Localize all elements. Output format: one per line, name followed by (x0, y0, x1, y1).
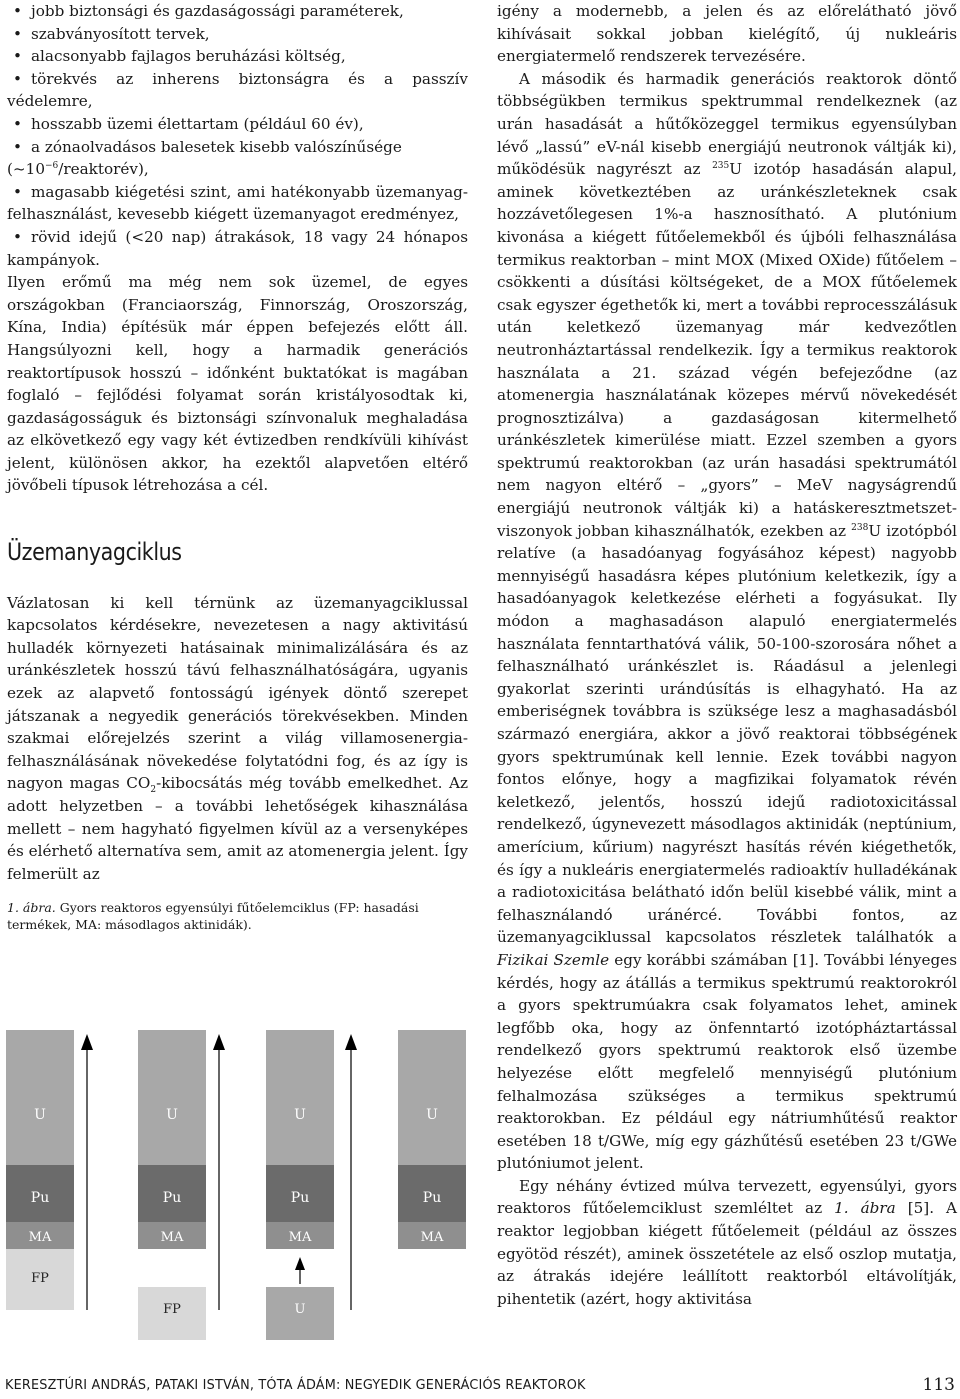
arrow-head-2 (213, 1034, 225, 1050)
footer-authors-title: KERESZTÚRI ANDRÁS, PATAKI ISTVÁN, TÓTA ÁDÁM: NEGYEDIK GENERÁCIÓS REAKTOROK (5, 1377, 586, 1393)
right-column (497, 0, 957, 1310)
fuel-column-3 (266, 1030, 334, 1340)
pu-label: Pu (162, 1190, 182, 1206)
paragraph: Vázlatosan ki kell térnünk az üzemanyagciklussal kapcsolatos kérdésekre, nevezetesen a nagy aktivitású hulladék környezeti hatásainak minimalizálására és az uránkészletek hosszú távú felhasználhatóságára, ugyanis ezek az alapvető fontosságú igények döntő szerepet játszanak a negyedik generációs törekvésekben. Minden szakmai előrejelzés szerint a világ villamosenergia-felhasználásának növekedése folytatódni fog, és az így is nagyon magas $CO_2$-kibocsátás még tovább emelkedhet. Az adott helyzetben – a további lehetőségek kihasználása mellett – nem hagyható figyelmen kívül az a versenyképes és elérhető alternatíva sem, amit az atomenergia jelent. Így felmerült az (7, 593, 468, 883)
list-item: • szabványosított tervek, (7, 23, 468, 46)
fp-label: FP (31, 1271, 49, 1286)
ma-label: MA (28, 1230, 52, 1245)
paragraph: A második és harmadik generációs reaktorok döntő többségükben termikus spektrummal rendelkeznek (az urán hasadását a hűtőközeggel termikus egyensúlyban lévő „lassú” eV-nál kisebb energiájú neutronok váltják ki), működésük nagyrészt az $^{235}$U izotóp hasadásán alapul, aminek következtében az uránkészleteknek csak hozzávetőlegesen 1%-a hasznosítható. A plutónium kivonása a kiégett fűtőelemekből és újbóli felhasználása termikus reaktorban – mint MOX (Mixed OXide) fűtőelem – csökkenti a dúsítási költségeket, de a MOX fűtőelemek csak egyszer égethetők ki, mert a további reprocesszálásuk után keletkező üzemanyag már kedvezőtlen neutronháztartással rendelkezik. Így a termikus reaktorok használata a 21. század végén befejeződne (az atomenergia használatának közepes mérvű növekedését prognosztizálva) a gazdaságosan kitermelhető uránkészletek kimerülése miatt. Ezzel szemben a gyors spektrumú reaktorokban (az urán hasadási spektrumától nem nagyon eltérő – „gyors” – MeV nagyságrendű energiájú neutronok váltják ki) a hatáskeresztmetszet-viszonyok jobban kihasználhatók, ezekben az $^{238}$U izotópból relatíve (a hasadóanyag fogyásához képest) nagyobb mennyiségű hasadásra képes plutónium keletkezik, így a hasadóanyagok keletkezése elérheti a fogyásukat. Ily módon a maghasadáson alapuló energiatermelés használata fenntarthatóvá válik, 50-100-szorosára nőhet a felhasználható uránkészlet is. Ráadásul a jelenlegi gyakorlat szerinti urándúsítás is elhagyható. Ha az emberiségnek továbbra is szüksége lesz a maghasadásból származó energiára, akkor a jövő reaktorai többségének gyors spektrumúnak kell lennie. Ezek további nagyon fontos előnye, hogy a magfizikai folyamatok révén keletkező, jelentős, hosszú idejű radiotoxicitással rendelkező, úgynevezett másodlagos aktinidák (neptúnium, amerícium, kűrium) nagyrészt hasítás révén kiégethetők, és így a nukleáris energiatermelés radioaktív hulladékának a radiotoxicitása belátható időn belül kisebbé válik, mint a felhasználandó uránércé. További fontos, az üzemanyagciklussal kapcsolatos részletek találhatók a Fizikai Szemle egy korábbi számában [1]. További lényeges kérdés, hogy az átállás a termikus spektrumú reaktorokról a gyors spektrumúakra csak folyamatos lehet, aminek legfőbb oka, hogy az önfenntartó izotópháztartással rendelkező gyors spektrumú reaktorok első üzembe helyezése előtt megfelelő mennyiségű plutónium felhalmozása szükséges a termikus spektrumú reaktorokban. Ez például egy nátriumhűtésű reaktor esetében 18 t/GWe, míg egy gázhűtésű esetében 23 t/GWe plutóniumot jelent. (497, 69, 957, 1173)
fuel-column-1 (6, 1030, 74, 1310)
feature-bullet-list (7, 0, 468, 271)
list-item: • hosszabb üzemi élettartam (például 60 év), (7, 113, 468, 136)
u-label-bottom: U (294, 1302, 306, 1317)
arrow-head-1 (81, 1034, 93, 1050)
ma-label: MA (420, 1230, 444, 1245)
list-item: • rövid idejű (<20 nap) átrakások, 18 vagy 24 hónapos kampányok. (7, 226, 468, 271)
paragraph: Egy néhány évtized múlva tervezett, egyensúlyi, gyors reaktoros fűtőelemciklust szemléltet az 1. ábra [5]. A reaktor legjobban kiégett fűtőelemeit (például az összes egyötöd részét), aminek összetétele az első oszlop mutatja, az átrakás idejére leállított reaktorból eltávolítják, pihentetik (azért, hogy aktivitása (497, 1176, 957, 1308)
ma-label: MA (288, 1230, 312, 1245)
paragraph: igény a modernebb, a jelen és az előrelátható jövő kihívásait sokkal jobban kielégítő, új nukleáris energiatermelő rendszerek tervezésére. (497, 2, 957, 66)
figure-caption: 1. ábra. Gyors reaktoros egyensúlyi fűtőelemciklus (FP: hasadási termékek, MA: másodlagos aktinidák). (7, 900, 419, 933)
paragraph: Ilyen erőmű ma még nem sok üzemel, de egyes országokban (Franciaország, Finnország, Oroszország, Kína, India) építésük már éppen befejezés előtt áll. Hangsúlyozni kell, hogy a harmadik generációs reaktortípusok hosszú – időnként buktatókat is magában foglaló – fejlődési folyamat során kristályosodtak ki, gazdaságosságuk és biztonsági színvonaluk meghaladása az elkövetkező egy vagy két évtizedben rendkívüli kihívást jelent, különösen akkor, ha ezektől alapvetően eltérő jövőbeli típusok létrehozása a cél. (7, 273, 468, 495)
list-item: • magasabb kiégetési szint, ami hatékonyabb üzemanyag-felhasználást, kevesebb kiégett üzemanyagot eredményez, (7, 181, 468, 226)
arrow-head-3 (295, 1257, 305, 1270)
fuel-column-4 (398, 1030, 466, 1249)
page-footer (5, 1377, 955, 1397)
fuel-column-2 (138, 1030, 206, 1340)
pu-label: Pu (422, 1190, 442, 1206)
list-item: • alacsonyabb fajlagos beruházási költség, (7, 45, 468, 68)
u-label: U (34, 1107, 46, 1123)
u-label: U (426, 1107, 438, 1123)
fp-label: FP (163, 1302, 181, 1317)
u-label: U (294, 1107, 306, 1123)
section-heading: Üzemanyagciklus (7, 538, 182, 567)
list-item: • jobb biztonsági és gazdaságossági paraméterek, (7, 0, 468, 23)
page-number: 113 (922, 1375, 955, 1395)
pu-label: Pu (290, 1190, 310, 1206)
pu-label: Pu (30, 1190, 50, 1206)
list-item: • a zónaolvadásos balesetek kisebb valószínűsége $(\sim 10^{-6}/reaktorév)$, (7, 136, 468, 181)
u-label: U (166, 1107, 178, 1123)
fuel-cycle-figure (0, 1010, 470, 1350)
list-item: • törekvés az inherens biztonságra és a passzív védelemre, (7, 68, 468, 113)
arrow-head-4 (345, 1034, 357, 1050)
left-column (7, 0, 468, 933)
ma-label: MA (160, 1230, 184, 1245)
